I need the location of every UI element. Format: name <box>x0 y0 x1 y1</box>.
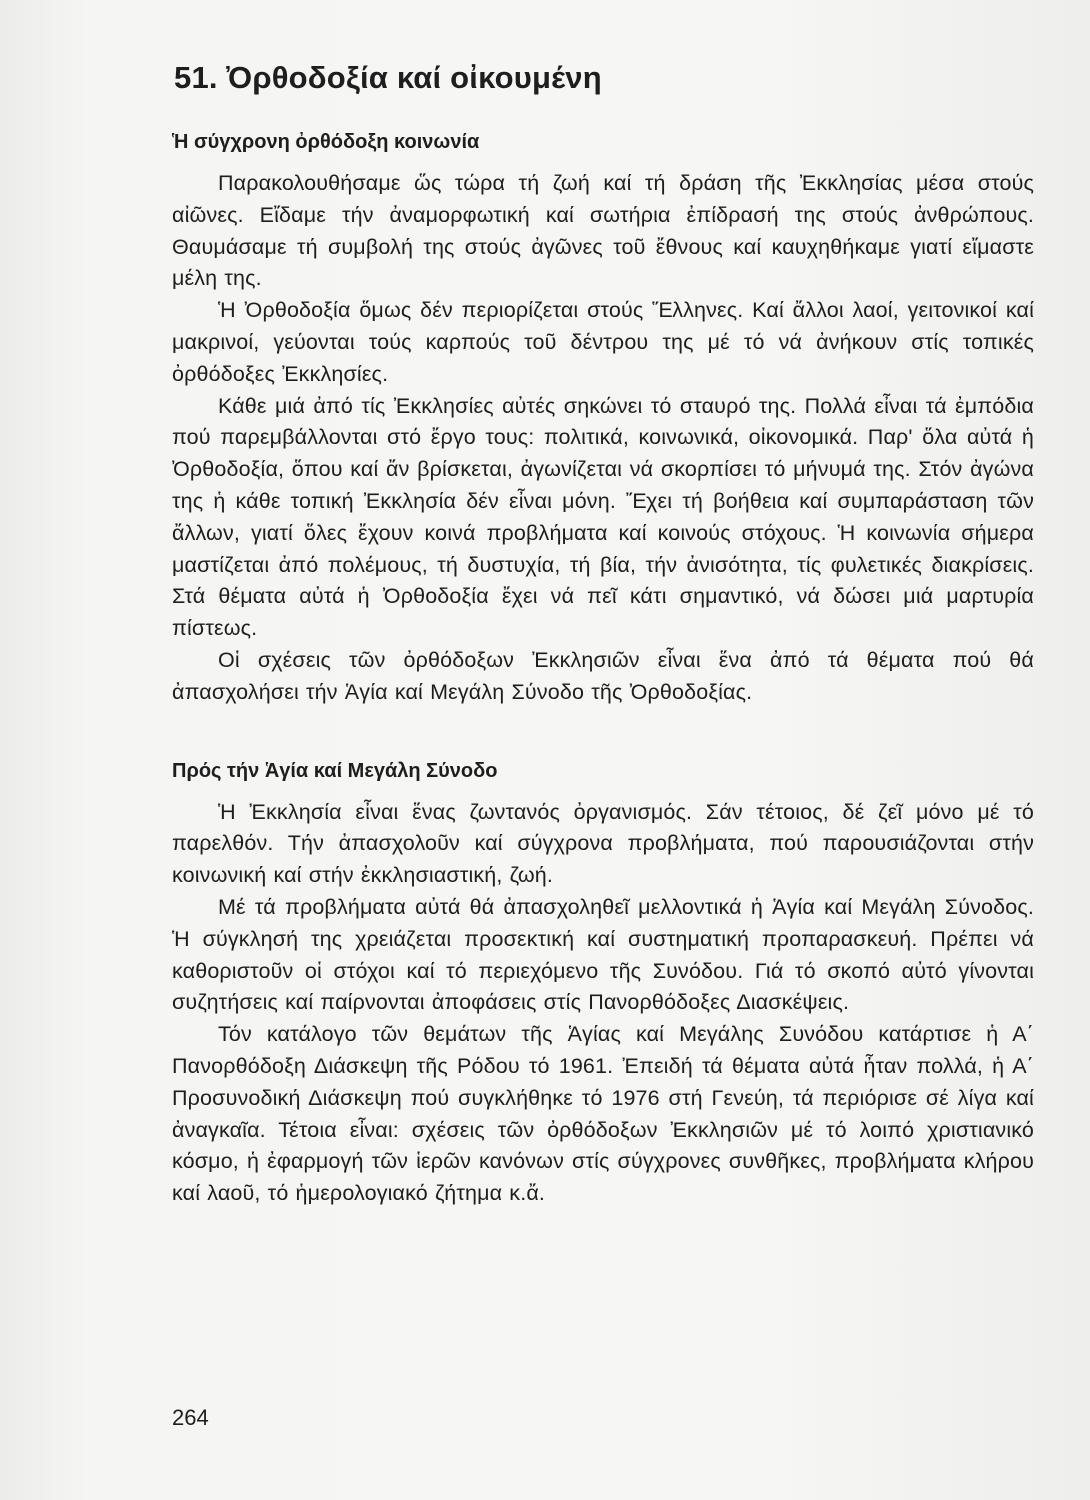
paragraph: Ἡ Ἐκκλησία εἶναι ἕνας ζωντανός ὀργανισμός. Σάν τέτοιος, δέ ζεῖ μόνο μέ τό παρελθόν. Τήν ἀπασχολοῦν καί σύγχρονα προβλήματα, πού παρουσιάζονται στήν κοινωνική καί στήν ἐκκλησιαστική, ζωή. <box>172 799 1034 888</box>
paragraph: Ἡ Ὀρθοδοξία ὅμως δέν περιορίζεται στούς Ἕλληνες. Καί ἄλλοι λαοί, γειτονικοί καί μακρινοί, γεύονται τούς καρπούς τοῦ δέντρου της μέ τό νά ἀνήκουν στίς τοπικές ὀρθόδοξες Ἐκκλησίες. <box>172 298 1034 386</box>
page-content <box>172 58 1034 1210</box>
section-modern-orthodox-society <box>172 128 1034 709</box>
section-body <box>172 168 1034 709</box>
paragraph: Οἱ σχέσεις τῶν ὀρθόδοξων Ἐκκλησιῶν εἶναι ἕνα ἀπό τά θέματα πού θά ἀπασχολήσει τήν Ἁγία καί Μεγάλη Σύνοδο τῆς Ὀρθοδοξίας. <box>172 647 1034 704</box>
paragraph: Παρακολουθήσαμε ὥς τώρα τή ζωή καί τή δράση τῆς Ἐκκλησίας μέσα στούς αἰῶνες. Εἴδαμε τήν ἀναμορφωτική καί σωτήρια ἐπίδρασή της στούς ἀνθρώπους. Θαυμάσαμε τή συμβολή της στούς ἀγῶνες τοῦ ἔθνους καί καυχηθήκαμε γιατί εἴμαστε μέλη της. <box>172 171 1034 291</box>
section-body <box>172 797 1034 1210</box>
paragraph: Τόν κατάλογο τῶν θεμάτων τῆς Ἁγίας καί Μεγάλης Συνόδου κατάρτισε ἡ Α΄ Πανορθόδοξη Διάσκεψη τῆς Ρόδου τό 1961. Ἐπειδή τά θέματα αὐτά ἦταν πολλά, ἡ Α΄ Προσυνοδική Διάσκεψη πού συγκλήθηκε τό 1976 στή Γενεύη, τά περιόρισε σέ λίγα καί ἀναγκαῖα. Τέτοια εἶναι: σχέσεις τῶν ὀρθόδοξων Ἐκκλησιῶν μέ τό λοιπό χριστιανικό κόσμο, ἡ ἐφαρμογή τῶν ἱερῶν κανόνων στίς σύγχρονες συνθῆκες, προβλήματα κλήρου καί λαοῦ, τό ἡμερολογιακό ζήτημα κ.ἄ. <box>172 1022 1034 1206</box>
section-holy-great-synod <box>172 757 1034 1210</box>
paragraph: Μέ τά προβλήματα αὐτά θά ἀπασχοληθεῖ μελλοντικά ἡ Ἁγία καί Μεγάλη Σύνοδος. Ἡ σύγκλησή της χρειάζεται προσεκτική καί συστηματική προπαρασκευή. Πρέπει νά καθοριστοῦν οἱ στόχοι καί τό περιεχόμενο τῆς Συνόδου. Γιά τό σκοπό αὐτό γίνονται συζητήσεις καί παίρνονται ἀποφάσεις στίς Πανορθόδοξες Διασκέψεις. <box>172 894 1034 1015</box>
page-number: 264 <box>172 1405 209 1430</box>
paragraph: Κάθε μιά ἀπό τίς Ἐκκλησίες αὐτές σηκώνει τό σταυρό της. Πολλά εἶναι τά ἐμπόδια πού παρεμβάλλονται στό ἔργο τους: πολιτικά, κοινωνικά, οἰκονομικά. Παρ' ὅλα αὐτά ἡ Ὀρθοδοξία, ὅπου καί ἄν βρίσκεται, ἀγωνίζεται νά σκορπίσει τό μήνυμά της. Στόν ἀγώνα της ἡ κάθε τοπική Ἐκκλησία δέν εἶναι μόνη. Ἔχει τή βοήθεια καί συμπαράσταση τῶν ἄλλων, γιατί ὅλες ἔχουν κοινά προβλήματα καί κοινούς στόχους. Ἡ κοινωνία σήμερα μαστίζεται ἀπό πολέμους, τή δυστυχία, τή βία, τήν ἀνισότητα, τίς φυλετικές διακρίσεις. Στά θέματα αὐτά ἡ Ὀρθοδοξία ἔχει νά πεῖ κάτι σημαντικό, νά δώσει μιά μαρτυρία πίστεως. <box>172 393 1034 641</box>
section-heading: Πρός τήν Ἁγία καί Μεγάλη Σύνοδο <box>172 759 498 782</box>
section-heading: Ἡ σύγχρονη ὀρθόδοξη κοινωνία <box>172 131 480 153</box>
chapter-title: 51. Ὀρθοδοξία καί οἰκουμένη <box>174 60 602 95</box>
